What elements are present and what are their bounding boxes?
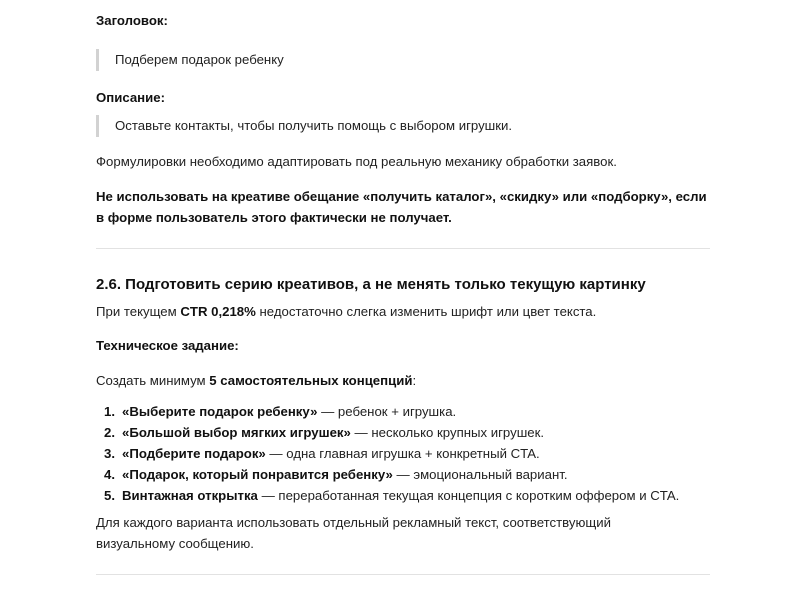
list-number: 4.: [104, 467, 115, 482]
description-label: Описание:: [96, 90, 165, 105]
list-item-desc: — одна главная игрушка + конкретный CTA.: [265, 446, 540, 461]
list-item-desc: — эмоциональный вариант.: [392, 467, 568, 482]
list-item: [104, 402, 456, 422]
list-item-desc: — переработанная текущая концепция с коротким оффером и CTA.: [257, 488, 680, 503]
create-paragraph: [96, 370, 416, 391]
list-item-title: «Выберите подарок ребенку»: [122, 404, 318, 419]
header-quote: Подберем подарок ребенку: [96, 49, 284, 71]
list-item-title: «Подберите подарок»: [122, 446, 266, 461]
ctr-prefix: При текущем: [96, 304, 181, 319]
list-item: [104, 465, 567, 485]
adapt-note: Формулировки необходимо адаптировать под реальную механику обработки заявок.: [96, 154, 617, 169]
create-prefix: Создать минимум: [96, 373, 210, 388]
header-label: Заголовок:: [96, 13, 168, 28]
list-number: 1.: [104, 404, 115, 419]
ctr-suffix: недостаточно слегка изменить шрифт или цвет текста.: [255, 304, 597, 319]
list-item-desc: — ребенок + игрушка.: [317, 404, 457, 419]
list-item-title: «Подарок, который понравится ребенку»: [122, 467, 393, 482]
list-number: 3.: [104, 446, 115, 461]
description-quote: Оставьте контакты, чтобы получить помощь с выбором игрушки.: [96, 115, 512, 137]
list-item-title: Винтажная открытка: [122, 488, 258, 503]
list-item: [104, 423, 544, 443]
warning-paragraph: Не использовать на креативе обещание «получить каталог», «скидку» или «подборку», если в форме пользователь этого фактически не получает.: [96, 189, 707, 225]
create-count: 5 самостоятельных концепций: [209, 373, 413, 388]
list-item-title: «Большой выбор мягких игрушек»: [122, 425, 351, 440]
tz-label: Техническое задание:: [96, 338, 239, 353]
list-number: 2.: [104, 425, 115, 440]
section-heading: 2.6. Подготовить серию креативов, а не менять только текущую картинку: [96, 276, 646, 293]
ctr-paragraph: [96, 301, 596, 322]
section-divider-bottom: [96, 574, 710, 575]
list-number: 5.: [104, 488, 115, 503]
closing-paragraph: Для каждого варианта использовать отдельный рекламный текст, соответствующий визуальному сообщению.: [96, 515, 611, 551]
list-item: [104, 444, 540, 464]
create-suffix: :: [412, 373, 417, 388]
ctr-value: CTR 0,218%: [180, 304, 256, 319]
section-divider: [96, 248, 710, 249]
list-item: [104, 486, 679, 506]
list-item-desc: — несколько крупных игрушек.: [350, 425, 545, 440]
